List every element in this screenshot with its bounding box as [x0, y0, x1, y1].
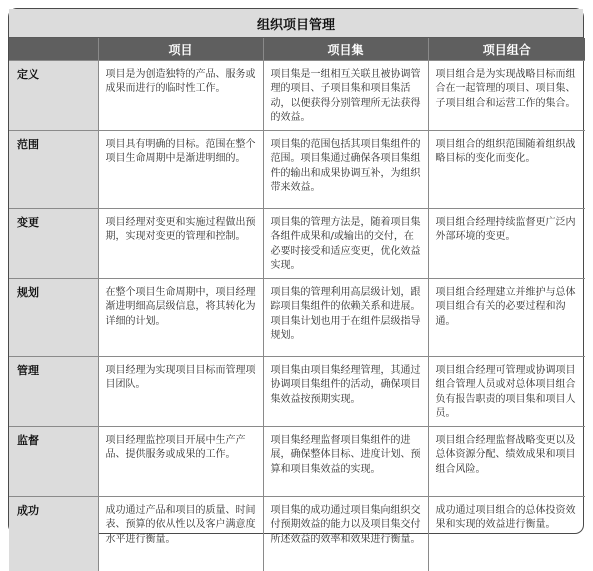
cell-program: 项目集的管理方法是，随着项目集各组件成果和/或输出的交付，在必要时接受和适应变更，优化效益实现。 [263, 209, 428, 279]
cell-project: 项目经理对变更和实施过程做出预期，实现对变更的管理和控制。 [98, 209, 263, 279]
cell-portfolio: 项目组合经理建立并维护与总体项目组合有关的必要过程和沟通。 [428, 279, 585, 357]
cell-portfolio: 项目组合经理持续监督更广泛内外部环境的变更。 [428, 209, 585, 279]
cell-portfolio: 成功通过项目组合的总体投资效果和实现的效益进行衡量。 [428, 497, 585, 571]
cell-program: 项目集由项目集经理管理，其通过协调项目集组件的活动，确保项目集效益按预期实现。 [263, 357, 428, 427]
cell-project: 项目经理为实现项目目标而管理项目团队。 [98, 357, 263, 427]
row-label: 成功 [9, 497, 98, 571]
header-corner [9, 38, 98, 61]
cell-program: 项目集的成功通过项目集向组织交付预期效益的能力以及项目集交付所述效益的效率和效果进行衡量。 [263, 497, 428, 571]
cell-program: 项目集的范围包括其项目集组件的范围。项目集通过确保各项目集组件的输出和成果协调互补，为组织带来效益。 [263, 131, 428, 209]
cell-portfolio: 项目组合经理可管理或协调项目组合管理人员或对总体项目组合负有报告职责的项目集和项目人员。 [428, 357, 585, 427]
table-row [9, 131, 585, 209]
comparison-table [9, 38, 585, 571]
table-title: 组织项目管理 [9, 9, 583, 38]
row-label: 规划 [9, 279, 98, 357]
table-row [9, 427, 585, 497]
table-row [9, 209, 585, 279]
cell-project: 项目是为创造独特的产品、服务或成果而进行的临时性工作。 [98, 61, 263, 131]
cell-program: 项目集是一组相互关联且被协调管理的项目、子项目集和项目集活动，以便获得分别管理所无法获得的效益。 [263, 61, 428, 131]
cell-portfolio: 项目组合的组织范围随着组织战略目标的变化而变化。 [428, 131, 585, 209]
cell-program: 项目集的管理利用高层级计划，跟踪项目集组件的依赖关系和进展。项目集计划也用于在组件层级指导规划。 [263, 279, 428, 357]
table-row [9, 357, 585, 427]
table-row [9, 497, 585, 571]
row-label: 监督 [9, 427, 98, 497]
row-label: 定义 [9, 61, 98, 131]
table-row [9, 61, 585, 131]
cell-project: 在整个项目生命周期中，项目经理渐进明细高层级信息，将其转化为详细的计划。 [98, 279, 263, 357]
cell-portfolio: 项目组合经理监督战略变更以及总体资源分配、绩效成果和项目组合风险。 [428, 427, 585, 497]
table-row [9, 279, 585, 357]
header-portfolio: 项目组合 [428, 38, 585, 61]
cell-project: 项目具有明确的目标。范围在整个项目生命周期中是渐进明细的。 [98, 131, 263, 209]
row-label: 变更 [9, 209, 98, 279]
header-program: 项目集 [263, 38, 428, 61]
cell-portfolio: 项目组合是为实现战略目标而组合在一起管理的项目、项目集、子项目组合和运营工作的集合。 [428, 61, 585, 131]
comparison-table-frame [8, 8, 584, 534]
cell-program: 项目集经理监督项目集组件的进展，确保整体目标、进度计划、预算和项目集效益的实现。 [263, 427, 428, 497]
header-row [9, 38, 585, 61]
header-project: 项目 [98, 38, 263, 61]
cell-project: 成功通过产品和项目的质量、时间表、预算的依从性以及客户满意度水平进行衡量。 [98, 497, 263, 571]
cell-project: 项目经理监控项目开展中生产产品、提供服务或成果的工作。 [98, 427, 263, 497]
row-label: 管理 [9, 357, 98, 427]
row-label: 范围 [9, 131, 98, 209]
